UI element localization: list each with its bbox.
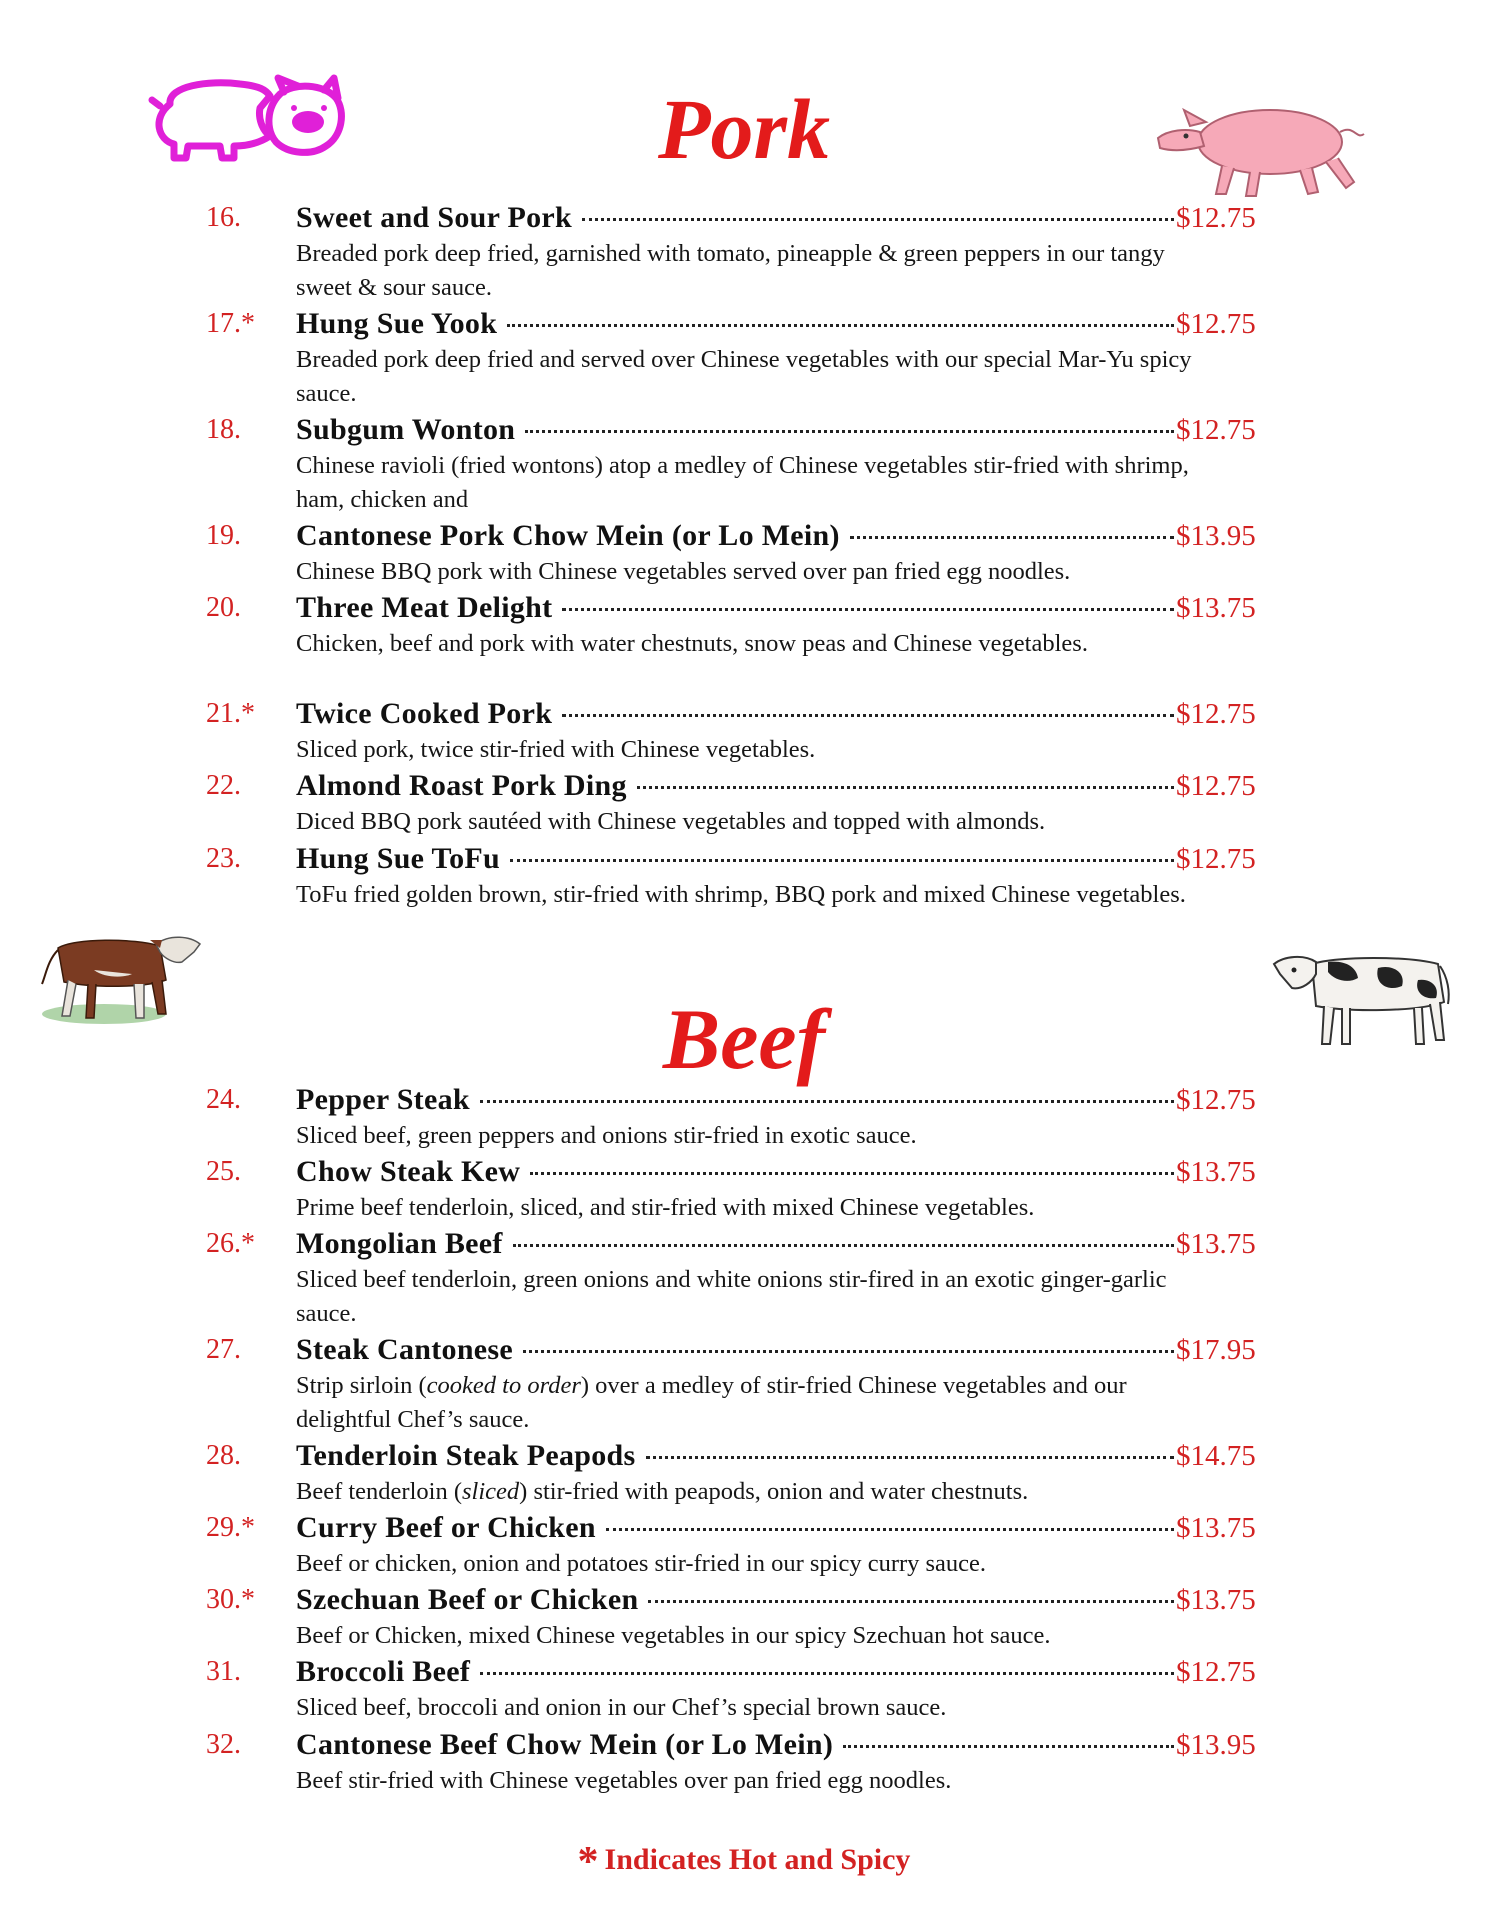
item-name: Broccoli Beef — [296, 1655, 471, 1688]
item-name: Hung Sue ToFu — [296, 842, 501, 875]
item-name: Cantonese Pork Chow Mein (or Lo Mein) — [296, 519, 840, 552]
item-number: 24. — [206, 1084, 241, 1115]
item-name: Three Meat Delight — [296, 591, 553, 624]
item-description: Diced BBQ pork sautéed with Chinese vegetables and topped with almonds. — [296, 808, 1046, 835]
item-price: $13.75 — [1176, 1228, 1256, 1260]
hot-spicy-legend — [0, 1838, 1488, 1886]
item-name: Szechuan Beef or Chicken — [296, 1583, 639, 1616]
section-title-beef: Beef — [662, 991, 826, 1087]
item-number: 31. — [206, 1656, 241, 1687]
item-header — [296, 1727, 1176, 1763]
item-name: Almond Roast Pork Ding — [296, 769, 627, 802]
item-description: ToFu fried golden brown, stir-fried with shrimp, BBQ pork and mixed Chinese vegetables. — [296, 881, 1186, 908]
item-name: Cantonese Beef Chow Mein (or Lo Mein) — [296, 1728, 834, 1761]
item-description: Breaded pork deep fried, garnished with tomato, pineapple & green peppers in our tangy sweet & sour sauce. — [296, 240, 1165, 301]
item-name: Pepper Steak — [296, 1083, 470, 1116]
item-description: Chinese ravioli (fried wontons) atop a medley of Chinese vegetables stir-fried with shrimp, ham, chicken and — [296, 452, 1189, 513]
item-description: Breaded pork deep fried and served over Chinese vegetables with our special Mar-Yu spicy sauce. — [296, 346, 1192, 407]
item-number: 21.* — [206, 698, 255, 729]
item-header — [296, 1438, 1176, 1474]
item-number: 22. — [206, 770, 241, 801]
item-name: Mongolian Beef — [296, 1227, 503, 1260]
dot-leader — [637, 786, 1174, 789]
item-number: 28. — [206, 1440, 241, 1471]
item-name: Tenderloin Steak Peapods — [296, 1439, 636, 1472]
item-number: 30.* — [206, 1584, 255, 1615]
section-title-pork: Pork — [658, 81, 830, 177]
item-description: Prime beef tenderloin, sliced, and stir-fried with mixed Chinese vegetables. — [296, 1194, 1035, 1221]
item-price: $12.75 — [1176, 843, 1256, 875]
item-description: Beef or Chicken, mixed Chinese vegetables in our spicy Szechuan hot sauce. — [296, 1622, 1051, 1649]
item-description: Beef stir-fried with Chinese vegetables over pan fried egg noodles. — [296, 1767, 952, 1794]
item-price: $12.75 — [1176, 202, 1256, 234]
item-description — [296, 1475, 1216, 1509]
dot-leader — [648, 1600, 1174, 1603]
dot-leader — [646, 1456, 1175, 1459]
item-header — [296, 1082, 1176, 1118]
desc-text: ) over a medley of stir-fried Chinese vegetables and our delightful Chef’s sauce. — [296, 1372, 1127, 1433]
dot-leader — [530, 1172, 1174, 1175]
item-description: Beef or chicken, onion and potatoes stir-fried in our spicy curry sauce. — [296, 1550, 987, 1577]
item-header — [296, 1582, 1176, 1618]
item-description: Chinese BBQ pork with Chinese vegetables served over pan fried egg noodles. — [296, 558, 1071, 585]
item-description: Sliced pork, twice stir-fried with Chinese vegetables. — [296, 736, 816, 763]
item-number: 29.* — [206, 1512, 255, 1543]
item-price: $12.75 — [1176, 1656, 1256, 1688]
item-description: Sliced beef, green peppers and onions stir-fried in exotic sauce. — [296, 1122, 917, 1149]
dot-leader — [843, 1745, 1174, 1748]
item-header — [296, 696, 1176, 732]
dot-leader — [850, 536, 1174, 539]
item-description — [296, 1369, 1216, 1437]
item-price: $12.75 — [1176, 770, 1256, 802]
hot-spicy-text: Indicates Hot and Spicy — [604, 1843, 911, 1876]
dot-leader — [507, 324, 1174, 327]
item-price: $13.75 — [1176, 1584, 1256, 1616]
item-price: $14.75 — [1176, 1440, 1256, 1472]
item-price: $17.95 — [1176, 1334, 1256, 1366]
item-price: $12.75 — [1176, 308, 1256, 340]
desc-emphasis: sliced — [462, 1478, 520, 1505]
item-header — [296, 1226, 1176, 1262]
item-number: 26.* — [206, 1228, 255, 1259]
item-description: Chicken, beef and pork with water chestnuts, snow peas and Chinese vegetables. — [296, 630, 1088, 657]
item-number: 23. — [206, 843, 241, 874]
dot-leader — [480, 1672, 1174, 1675]
item-header — [296, 306, 1176, 342]
desc-text: Beef tenderloin ( — [296, 1478, 462, 1505]
dot-leader — [525, 430, 1174, 433]
item-price: $13.95 — [1176, 1729, 1256, 1761]
item-header — [296, 518, 1176, 554]
item-header — [296, 768, 1176, 804]
dot-leader — [523, 1350, 1174, 1353]
item-price: $13.95 — [1176, 520, 1256, 552]
item-price: $12.75 — [1176, 698, 1256, 730]
item-header — [296, 1654, 1176, 1690]
item-header — [296, 200, 1176, 236]
dot-leader — [513, 1244, 1174, 1247]
desc-text: ) stir-fried with peapods, onion and water chestnuts. — [519, 1478, 1029, 1505]
dot-leader — [582, 218, 1174, 221]
item-price: $13.75 — [1176, 592, 1256, 624]
item-number: 20. — [206, 592, 241, 623]
item-number: 17.* — [206, 308, 255, 339]
item-number: 18. — [206, 414, 241, 445]
item-header — [296, 1332, 1176, 1368]
item-header — [296, 1154, 1176, 1190]
item-name: Curry Beef or Chicken — [296, 1511, 596, 1544]
item-header — [296, 590, 1176, 626]
desc-text: Strip sirloin ( — [296, 1372, 427, 1399]
item-number: 25. — [206, 1156, 241, 1187]
item-name: Subgum Wonton — [296, 413, 516, 446]
item-description: Sliced beef tenderloin, green onions and white onions stir-fired in an exotic ginger-garlic sauce. — [296, 1266, 1167, 1327]
dot-leader — [480, 1100, 1174, 1103]
item-number: 32. — [206, 1729, 241, 1760]
dot-leader — [606, 1528, 1174, 1531]
item-name: Twice Cooked Pork — [296, 697, 553, 730]
dot-leader — [562, 714, 1174, 717]
item-price: $13.75 — [1176, 1156, 1256, 1188]
item-price: $12.75 — [1176, 1084, 1256, 1116]
dot-leader — [562, 608, 1174, 611]
item-number: 16. — [206, 202, 241, 233]
hot-spicy-star: * — [577, 1839, 599, 1885]
item-name: Hung Sue Yook — [296, 307, 498, 340]
item-name: Sweet and Sour Pork — [296, 201, 573, 234]
item-price: $13.75 — [1176, 1512, 1256, 1544]
item-name: Steak Cantonese — [296, 1333, 514, 1366]
item-name: Chow Steak Kew — [296, 1155, 521, 1188]
desc-emphasis: cooked to order — [426, 1372, 581, 1399]
item-header — [296, 1510, 1176, 1546]
item-number: 19. — [206, 520, 241, 551]
item-header — [296, 412, 1176, 448]
item-header — [296, 841, 1176, 877]
item-price: $12.75 — [1176, 414, 1256, 446]
dot-leader — [510, 859, 1174, 862]
item-description: Sliced beef, broccoli and onion in our Chef’s special brown sauce. — [296, 1694, 947, 1721]
item-number: 27. — [206, 1334, 241, 1365]
